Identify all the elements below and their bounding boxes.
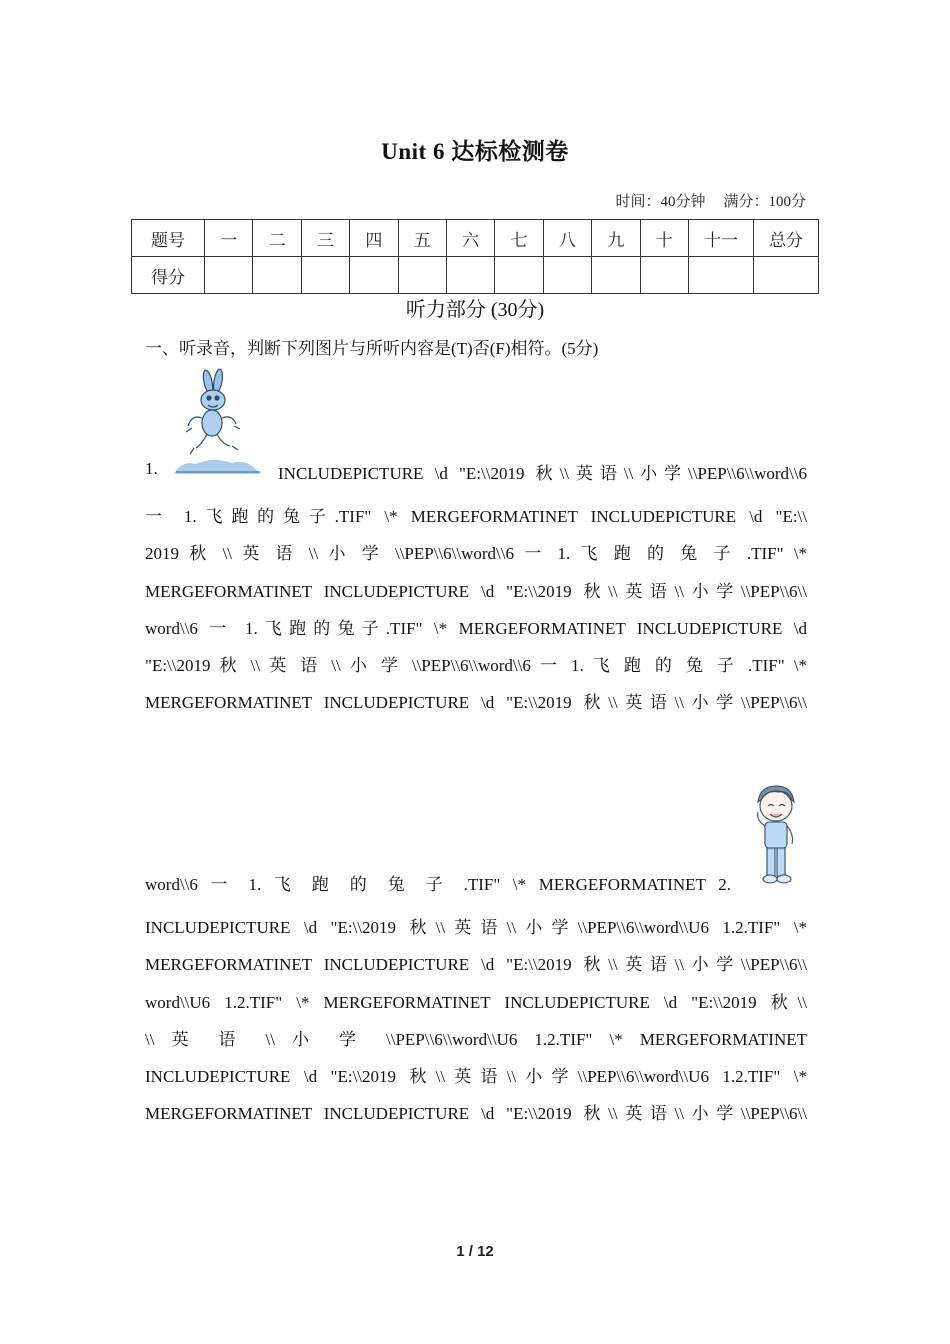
- score-header-cell: 题号: [132, 220, 205, 257]
- field-code-line: word\\U6 1.2.TIF" \* MERGEFORMATINET INCLUDEPICTURE \d "E:\\2019 秋\\: [145, 992, 807, 1012]
- item-1-first-line: INCLUDEPICTURE \d "E:\\2019 秋\\英语\\小学\\PEP\\6\\word\\6: [278, 464, 807, 483]
- field-code-line: \\ 英 语 \\ 小 学 \\PEP\\6\\word\\U6 1.2.TIF" \* MERGEFORMATINET: [145, 1029, 807, 1049]
- page-separator: /: [464, 1243, 478, 1260]
- score-header-cell: 七: [495, 220, 543, 257]
- score-cell: [754, 257, 819, 294]
- field-code-line: MERGEFORMATINET INCLUDEPICTURE \d "E:\\2019 秋\\英语\\小学\\PEP\\6\\: [145, 955, 807, 975]
- time-limit: 时间：40分钟: [615, 194, 706, 210]
- score-cell: [398, 257, 446, 294]
- score-table-score-row: [132, 257, 819, 294]
- field-code-line: MERGEFORMATINET INCLUDEPICTURE \d "E:\\2019 秋\\英语\\小学\\PEP\\6\\: [145, 693, 807, 713]
- exam-meta: [615, 190, 806, 211]
- field-code-line: 一 1.飞跑的兔子.TIF" \* MERGEFORMATINET INCLUDEPICTURE \d "E:\\: [145, 507, 807, 526]
- score-table-header-row: [132, 220, 819, 257]
- total-pages: 12: [477, 1243, 494, 1260]
- score-header-cell: 九: [592, 220, 640, 257]
- score-cell: [253, 257, 301, 294]
- item-2-field-code: [145, 909, 807, 1133]
- boy-image: [748, 782, 804, 886]
- field-code-line: 2019 秋 \\ 英 语 \\ 小 学 \\PEP\\6\\word\\6 一 1. 飞 跑 的 兔 子 .TIF" \*: [145, 544, 807, 564]
- score-cell: [543, 257, 591, 294]
- score-cell: [495, 257, 543, 294]
- score-cell: [446, 257, 494, 294]
- field-code-line: INCLUDEPICTURE \d "E:\\2019 秋\\英语\\小学\\PEP\\6\\word\\U6 1.2.TIF" \*: [145, 1067, 807, 1087]
- field-code-line: MERGEFORMATINET INCLUDEPICTURE \d "E:\\2019 秋\\英语\\小学\\PEP\\6\\: [145, 581, 807, 601]
- score-cell: [689, 257, 754, 294]
- score-header-cell: 五: [398, 220, 446, 257]
- section-title: 听力部分 (30分): [405, 299, 545, 321]
- score-cell: [350, 257, 398, 294]
- score-header-cell: 总分: [754, 220, 819, 257]
- item-1-field-code: [145, 498, 807, 722]
- score-header-cell: 十一: [689, 220, 754, 257]
- score-table: [131, 219, 819, 294]
- score-header-cell: 二: [253, 220, 301, 257]
- score-cell: [592, 257, 640, 294]
- page-number: [0, 1243, 950, 1260]
- question-1-instruction: 一、听录音，判断下列图片与所听内容是(T)否(F)相符。(5分): [145, 339, 599, 358]
- score-header-cell: 四: [350, 220, 398, 257]
- score-header-cell: 三: [301, 220, 349, 257]
- score-header-cell: 八: [543, 220, 591, 257]
- item-2-first-line: word\\6 一 1. 飞 跑 的 兔 子 .TIF" \* MERGEFORMATINET 2.: [145, 875, 731, 894]
- score-cell: [640, 257, 688, 294]
- item-1-number: 1.: [145, 459, 158, 478]
- score-header-cell: 十: [640, 220, 688, 257]
- field-code-line: "E:\\2019 秋 \\ 英 语 \\ 小 学 \\PEP\\6\\word\\6 一 1. 飞 跑 的 兔 子 .TIF" \*: [145, 656, 807, 676]
- score-cell: [205, 257, 253, 294]
- score-header-cell: 六: [446, 220, 494, 257]
- field-code-line: word\\6 一 1.飞跑的兔子.TIF" \* MERGEFORMATINET INCLUDEPICTURE \d: [145, 618, 807, 638]
- page-title: Unit 6 达标检测卷: [381, 139, 569, 164]
- score-cell: [301, 257, 349, 294]
- rabbit-image: [172, 368, 262, 474]
- field-code-line: INCLUDEPICTURE \d "E:\\2019 秋\\英语\\小学\\PEP\\6\\word\\U6 1.2.TIF" \*: [145, 918, 807, 937]
- field-code-line: MERGEFORMATINET INCLUDEPICTURE \d "E:\\2019 秋\\英语\\小学\\PEP\\6\\: [145, 1104, 807, 1124]
- score-row-label: 得分: [132, 257, 205, 294]
- full-score: 满分：100分: [723, 194, 806, 210]
- current-page: 1: [456, 1243, 465, 1260]
- score-header-cell: 一: [205, 220, 253, 257]
